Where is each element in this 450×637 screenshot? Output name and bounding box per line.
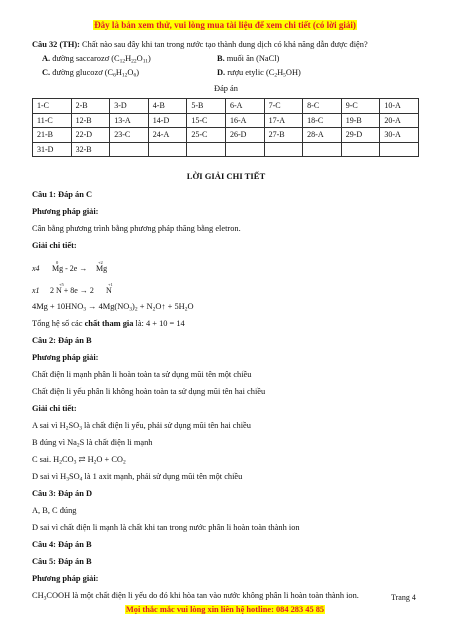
answer-cell: 19-B <box>341 113 380 128</box>
c2-method-1: Chất điện li mạnh phân li hoàn toàn ta sử dụng mũi tên một chiều <box>32 370 252 379</box>
option-c: C. đường glucozơ $(C_6H_{12}O_6)$ <box>42 68 140 79</box>
answer-cell: 3-D <box>110 99 149 114</box>
electron-eq-2: x1 +5 2 N + 8e → 2 +1 N <box>32 282 113 295</box>
answer-cell: 15-C <box>187 113 226 128</box>
answer-cell: 6-A <box>225 99 264 114</box>
question-options <box>32 53 420 78</box>
answer-cell: 29-D <box>341 128 380 143</box>
hotline-footer: Mọi thắc mắc vui lòng xin liên hệ hotline: 084 283 45 85 <box>125 605 325 614</box>
answer-cell: 2-B <box>71 99 110 114</box>
answer-cell: 21-B <box>33 128 72 143</box>
c1-heading: Câu 1: Đáp án C <box>32 190 93 199</box>
answer-cell: 18-C <box>303 113 342 128</box>
answer-row <box>33 99 419 114</box>
answer-cell: 32-B <box>71 142 110 157</box>
c3-line-1: A, B, C đúng <box>32 506 77 515</box>
c5-method-label: Phương pháp giải: <box>32 574 99 583</box>
answer-row <box>33 128 419 143</box>
answer-cell <box>110 142 149 157</box>
answer-cell: 27-B <box>264 128 303 143</box>
preview-banner: Đây là bản xem thử, vui lòng mua tài liệu để xem chi tiết (có lời giải) <box>94 20 356 30</box>
c2-method-label: Phương pháp giải: <box>32 353 99 362</box>
answer-cell: 9-C <box>341 99 380 114</box>
c2-detail-2: B đúng vì $Na_2S$ là chất điện li mạnh <box>32 438 153 449</box>
answer-cell: 23-C <box>110 128 149 143</box>
answer-cell: 1-C <box>33 99 72 114</box>
answer-cell: 24-A <box>148 128 187 143</box>
c5-heading: Câu 5: Đáp án B <box>32 557 92 566</box>
page-number: Trang 4 <box>391 593 416 602</box>
option-a: A. đường saccarozơ $(C_{12}H_{22}O_{11})$ <box>42 54 151 65</box>
answer-cell <box>264 142 303 157</box>
answer-cell: 22-D <box>71 128 110 143</box>
answer-cell: 30-A <box>380 128 419 143</box>
c4-heading: Câu 4: Đáp án B <box>32 540 92 549</box>
c1-sum: Tổng hệ số các chất tham gia là: 4 + 10 = 14 <box>32 319 185 328</box>
answer-cell: 5-B <box>187 99 226 114</box>
answer-cell: 12-B <box>71 113 110 128</box>
answer-cell: 7-C <box>264 99 303 114</box>
answer-cell: 20-A <box>380 113 419 128</box>
electron-eq-1: x4 0 Mg - 2e → +2 Mg <box>32 260 108 273</box>
answer-cell: 13-A <box>110 113 149 128</box>
answer-cell: 28-A <box>303 128 342 143</box>
answer-table <box>32 98 419 157</box>
c5-method: $CH_3COOH$ là một chất điện li yếu do đó khi hòa tan vào nước không phân li hoàn toàn thành ion. <box>32 591 359 602</box>
answer-cell: 25-C <box>187 128 226 143</box>
question-text: Chất nào sau đây khi tan trong nước tạo thành dung dịch có khả năng dẫn được điện? <box>79 40 368 49</box>
detail-label: Giải chi tiết: <box>32 241 77 250</box>
answer-cell: 17-A <box>264 113 303 128</box>
method-label: Phương pháp giải: <box>32 207 99 216</box>
c2-detail-3: C sai. $H_2CO_3$ ⇄ $H_2O + CO_2$ <box>32 455 126 466</box>
document-page <box>32 39 420 607</box>
answer-cell: 31-D <box>33 142 72 157</box>
answer-cell <box>225 142 264 157</box>
c1-reaction: $4Mg + 10HNO_3 \to 4Mg(NO_3)_2$ + $N_2O↑ + 5H_2O$ <box>32 302 194 313</box>
answer-cell: 8-C <box>303 99 342 114</box>
question-32 <box>32 39 420 50</box>
answer-cell: 14-D <box>148 113 187 128</box>
answer-cell <box>148 142 187 157</box>
c2-detail-4: D sai vì $H_3SO_4$ là 1 axit mạnh, phải sử dụng mũi tên một chiều <box>32 472 243 483</box>
answer-cell <box>303 142 342 157</box>
c1-method: Cân bằng phương trình bằng phương pháp thăng bằng eletron. <box>32 224 241 233</box>
answers-title: Đáp án <box>214 84 238 93</box>
answer-row <box>33 142 419 157</box>
c3-line-2: D sai vì chất điện li mạnh là chất khi tan trong nước phân li hoàn toàn thành ion <box>32 523 300 532</box>
c2-detail-label: Giải chi tiết: <box>32 404 77 413</box>
c2-detail-1: A sai vì $H_2SO_3$ là chất điện li yếu, phải sử dụng mũi tên hai chiều <box>32 421 251 432</box>
option-b: B. muối ăn (NaCl) <box>217 54 280 63</box>
question-label: Câu 32 (TH): <box>32 40 80 49</box>
answer-cell <box>341 142 380 157</box>
c3-heading: Câu 3: Đáp án D <box>32 489 93 498</box>
answer-cell <box>380 142 419 157</box>
option-d: D. rượu etylic $(C_2H_5OH)$ <box>217 68 301 79</box>
answer-cell <box>187 142 226 157</box>
answer-cell: 10-A <box>380 99 419 114</box>
solution-title: LỜI GIẢI CHI TIẾT <box>186 171 266 181</box>
c2-heading: Câu 2: Đáp án B <box>32 336 92 345</box>
c2-method-2: Chất điện li yếu phân li không hoàn toàn ta sử dụng mũi tên hai chiều <box>32 387 266 396</box>
answer-cell: 16-A <box>225 113 264 128</box>
answer-cell: 4-B <box>148 99 187 114</box>
answer-cell: 26-D <box>225 128 264 143</box>
answer-cell: 11-C <box>33 113 72 128</box>
answer-row <box>33 113 419 128</box>
